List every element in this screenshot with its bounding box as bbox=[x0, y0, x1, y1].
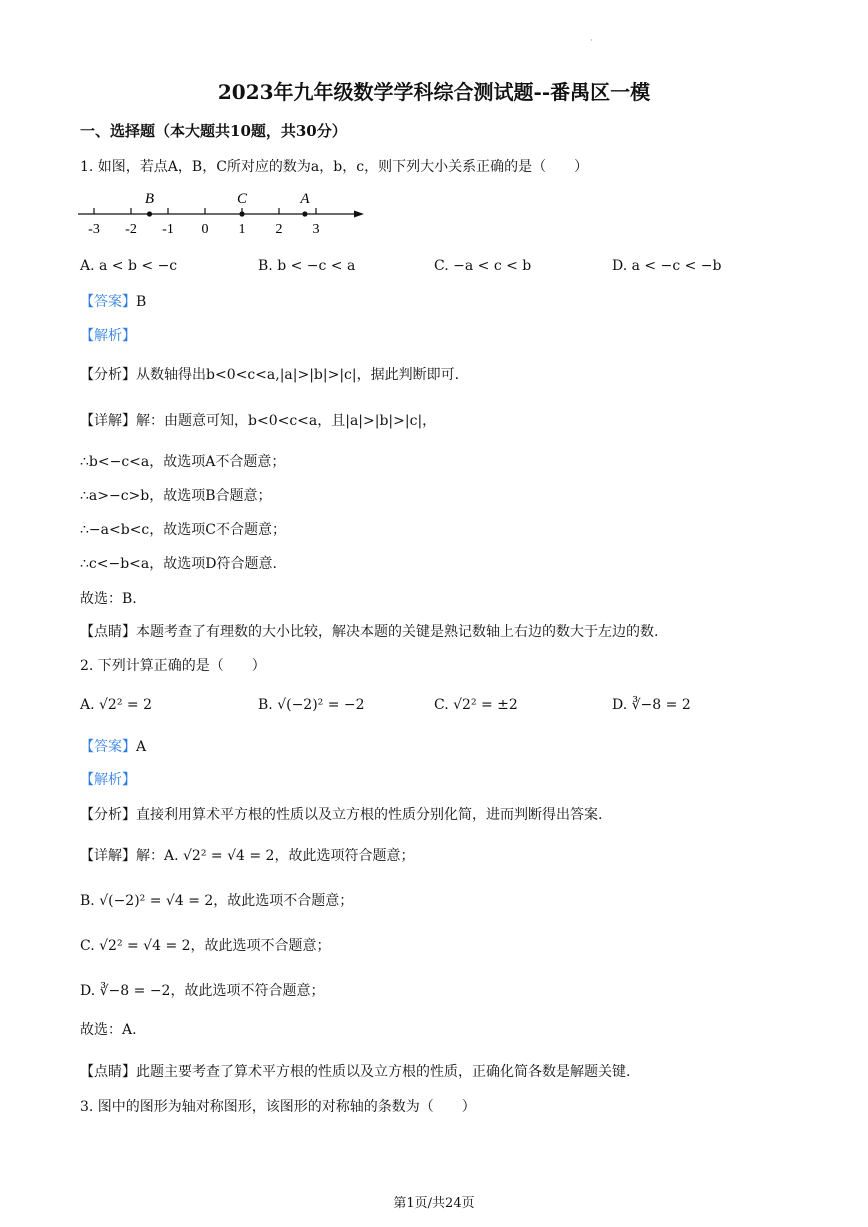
q1-analysis-tag: 【解析】 bbox=[80, 328, 136, 344]
point-C bbox=[239, 211, 244, 216]
q1-comment-row bbox=[80, 621, 658, 641]
tick-label: 3 bbox=[312, 222, 320, 237]
tick-label: 0 bbox=[201, 222, 209, 237]
tick-label: -3 bbox=[88, 222, 100, 237]
point-label-A: A bbox=[300, 191, 310, 207]
q2-stem: 2. 下列计算正确的是（ ） bbox=[80, 658, 266, 674]
q1-fenxi-row bbox=[80, 364, 459, 384]
answer-tag: 【答案】 bbox=[80, 739, 136, 755]
q2-comment: 此题主要考查了算术平方根的性质以及立方根的性质，正确化简各数是解题关键. bbox=[136, 1064, 631, 1080]
q2-option-b: B. √(−2)² = −2 bbox=[258, 697, 365, 713]
q2-step-1: B. √(−2)² = √4 = 2，故此选项不合题意； bbox=[80, 893, 354, 909]
q1-comment: 本题考查了有理数的大小比较，解决本题的关键是熟记数轴上右边的数大于左边的数. bbox=[136, 624, 659, 640]
q2-step-3: D. ∛−8 = −2，故此选项不符合题意； bbox=[80, 983, 325, 999]
q1-detail-row bbox=[80, 410, 436, 430]
q2-detail: 解：A. √2² = √4 = 2，故此选项符合题意； bbox=[136, 848, 415, 864]
q2-fenxi-row bbox=[80, 804, 602, 824]
number-line bbox=[74, 186, 374, 240]
q2-fenxi: 直接利用算术平方根的性质以及立方根的性质分别化简，进而判断得出答案. bbox=[136, 807, 603, 823]
q2-detail-row bbox=[80, 845, 414, 865]
q1-stem: 1. 如图，若点A，B，C所对应的数为a，b，c，则下列大小关系正确的是（ ） bbox=[80, 159, 589, 175]
comment-tag: 【点睛】 bbox=[80, 624, 136, 640]
q2-option-a: A. √2² = 2 bbox=[80, 697, 152, 713]
q1-answer-row bbox=[80, 291, 146, 311]
page-title: 2023年九年级数学学科综合测试题--番禺区一模 bbox=[217, 80, 651, 104]
answer-tag: 【答案】 bbox=[80, 294, 136, 310]
q1-option-a: A. a < b < −c bbox=[80, 258, 178, 274]
tick-label: 2 bbox=[275, 222, 283, 237]
q1-choose: 故选：B. bbox=[80, 591, 137, 607]
fenxi-tag: 【分析】 bbox=[80, 367, 136, 383]
tick-label: -2 bbox=[125, 222, 137, 237]
q1-option-d: D. a < −c < −b bbox=[612, 258, 722, 274]
q3-stem: 3. 图中的图形为轴对称图形，该图形的对称轴的条数为（ ） bbox=[80, 1099, 476, 1115]
page-footer: 第1页/共24页 bbox=[393, 1196, 475, 1211]
q2-analysis-tag: 【解析】 bbox=[80, 772, 136, 788]
q1-step-2: ∴a>−c>b，故选项B合题意； bbox=[80, 488, 272, 504]
point-A bbox=[302, 211, 307, 216]
q1-step-3: ∴−a<b<c，故选项C不合题意； bbox=[80, 522, 286, 538]
q2-option-c: C. √2² = ±2 bbox=[434, 697, 518, 713]
q1-fenxi: 从数轴得出b<0<c<a,|a|>|b|>|c|，据此判断即可. bbox=[136, 367, 460, 383]
q1-step-4: ∴c<−b<a，故选项D符合题意. bbox=[80, 556, 277, 572]
q1-option-c: C. −a < c < b bbox=[434, 258, 532, 274]
q1-detail: 解：由题意可知，b<0<c<a，且|a|>|b|>|c|， bbox=[136, 413, 437, 429]
q2-step-2: C. √2² = √4 = 2，故此选项不合题意； bbox=[80, 938, 331, 954]
tick-label: 1 bbox=[238, 222, 246, 237]
q1-option-b: B. b < −c < a bbox=[258, 258, 356, 274]
point-label-B: B bbox=[144, 191, 155, 207]
q1-step-1: ∴b<−c<a，故选项A不合题意； bbox=[80, 454, 286, 470]
q2-comment-row bbox=[80, 1061, 630, 1081]
q2-answer: A bbox=[136, 739, 147, 755]
detail-tag: 【详解】 bbox=[80, 848, 136, 864]
fenxi-tag: 【分析】 bbox=[80, 807, 136, 823]
comment-tag: 【点睛】 bbox=[80, 1064, 136, 1080]
tick-label: -1 bbox=[162, 222, 174, 237]
point-B bbox=[147, 211, 152, 216]
q2-answer-row bbox=[80, 736, 146, 756]
scan-dot: · bbox=[590, 36, 593, 45]
detail-tag: 【详解】 bbox=[80, 413, 136, 429]
q1-answer: B bbox=[136, 294, 147, 310]
q2-option-d: D. ∛−8 = 2 bbox=[612, 697, 691, 713]
section-heading: 一、选择题（本大题共10题，共30分） bbox=[80, 122, 347, 140]
q2-choose: 故选：A. bbox=[80, 1022, 137, 1038]
point-label-C: C bbox=[236, 191, 248, 207]
